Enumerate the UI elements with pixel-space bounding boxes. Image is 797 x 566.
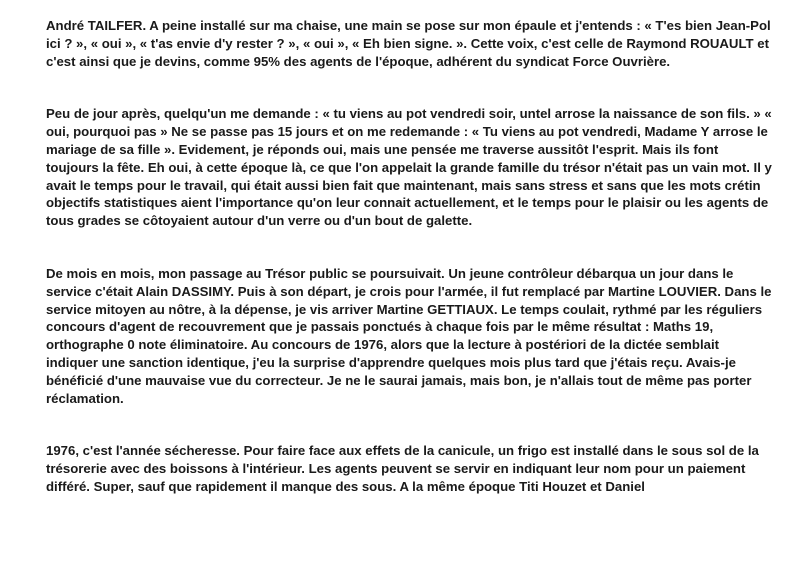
document-body: [46, 17, 774, 496]
paragraph: De mois en mois, mon passage au Trésor public se poursuivait. Un jeune contrôleur débarqua un jour dans le service c'était Alain DASSIMY. Puis à son départ, je crois pour l'armée, il fut remplacé par Martine LOUVIER. Dans le service mitoyen au nôtre, à la dépense, je vis arriver Martine GETTIAUX. Le temps coulait, rythmé par les réguliers concours d'agent de recouvrement que je passais ponctués à chaque fois par le même résultat : Maths 19, orthographe 0 note éliminatoire. Au concours de 1976, alors que la lecture à postériori de la dictée semblait indiquer une sanction identique, j'eu la surprise d'apprendre quelques mois plus tard que j'étais reçu. Avais-je bénéficié d'une mauvaise vue du correcteur. Je ne le saurai jamais, mais bon, je n'allais tout de même pas porter réclamation.: [46, 265, 772, 406]
paragraph: André TAILFER. A peine installé sur ma chaise, une main se pose sur mon épaule et j'entends : « T'es bien Jean-Pol ici ? », « oui », « t'as envie d'y rester ? », « oui », « Eh bien signe. ». Cette voix, c'est celle de Raymond ROUAULT et c'est ainsi que je devins, comme 95% des agents de l'époque, adhérent du syndicat Force Ouvrière.: [46, 18, 771, 69]
paragraph: Peu de jour après, quelqu'un me demande : « tu viens au pot vendredi soir, untel arrose la naissance de son fils. » « oui, pourquoi pas » Ne se passe pas 15 jours et on me redemande : « Tu viens au pot vendredi, Madame Y arrose le mariage de sa fille ». Evidement, je réponds oui, mais une pensée me traverse aussitôt l'esprit. Mais ils font toujours la fête. Eh oui, à cette époque là, ce que l'on appelait la grande famille du trésor n'était pas un vain mot. Il y avait le temps pour le travail, qui était aussi bien fait que maintenant, mais sans stress et sans que les mots crétin objectifs statistiques aient l'importance qu'on leur connait actuellement, et le temps pour le plaisir ou les agents de tous grades se côtoyaient autour d'un verre ou d'un bout de galette.: [46, 106, 772, 229]
paragraph-spacer: [46, 407, 774, 442]
paragraph-spacer: [46, 230, 774, 265]
paragraph-spacer: [46, 70, 774, 105]
paragraph: 1976, c'est l'année sécheresse. Pour faire face aux effets de la canicule, un frigo est installé dans le sous sol de la trésorerie avec des boissons à l'intérieur. Les agents peuvent se servir en indiquant leur nom pour un paiement différé. Super, sauf que rapidement il manque des sous. A la même époque Titi Houzet et Daniel: [46, 443, 759, 494]
